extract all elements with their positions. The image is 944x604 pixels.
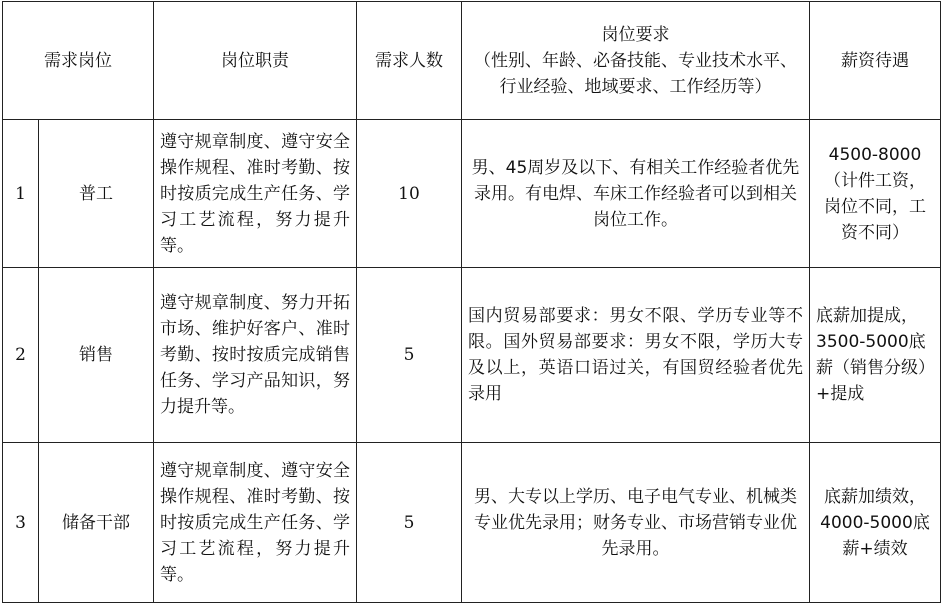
table-row [3,268,941,443]
row-requirements: 男、大专以上学历、电子电气专业、机械类专业优先录用；财务专业、市场营销专业优先录用。 [462,443,810,603]
row-position: 销售 [39,268,154,443]
row-duties: 遵守规章制度、遵守安全操作规程、准时考勤、按时按质完成生产任务、学习工艺流程，努力提升等。 [154,443,357,603]
row-salary: 底薪加绩效，4000-5000底薪+绩效 [810,443,941,603]
header-salary: 薪资待遇 [810,2,941,120]
row-headcount: 5 [357,443,462,603]
row-position: 普工 [39,120,154,268]
recruitment-table [2,1,941,603]
row-index: 3 [3,443,39,603]
header-position: 需求岗位 [3,2,154,120]
header-requirements-title: 岗位要求 [601,24,670,45]
row-salary: 4500-8000（计件工资，岗位不同，工资不同） [810,120,941,268]
table-row [3,443,941,603]
header-headcount: 需求人数 [357,2,462,120]
header-row [3,2,941,120]
table-row [3,120,941,268]
row-duties: 遵守规章制度、遵守安全操作规程、准时考勤、按时按质完成生产任务、学习工艺流程，努力提升等。 [154,120,357,268]
row-index: 1 [3,120,39,268]
row-requirements: 国内贸易部要求：男女不限、学历专业等不限。国外贸易部要求：男女不限，学历大专及以上，英语口语过关，有国贸经验者优先录用 [462,268,810,443]
header-requirements [462,2,810,120]
row-headcount: 10 [357,120,462,268]
row-headcount: 5 [357,268,462,443]
row-duties: 遵守规章制度、努力开拓市场、维护好客户、准时考勤、按时按质完成销售任务、学习产品知识，努力提升等。 [154,268,357,443]
header-duties: 岗位职责 [154,2,357,120]
row-requirements: 男、45周岁及以下、有相关工作经验者优先录用。有电焊、车床工作经验者可以到相关岗位工作。 [462,120,810,268]
row-position: 储备干部 [39,443,154,603]
row-index: 2 [3,268,39,443]
row-salary: 底薪加提成，3500-5000底薪（销售分级）+提成 [810,268,941,443]
header-requirements-detail: （性别、年龄、必备技能、专业技术水平、行业经验、地域要求、工作经历等） [474,50,797,97]
